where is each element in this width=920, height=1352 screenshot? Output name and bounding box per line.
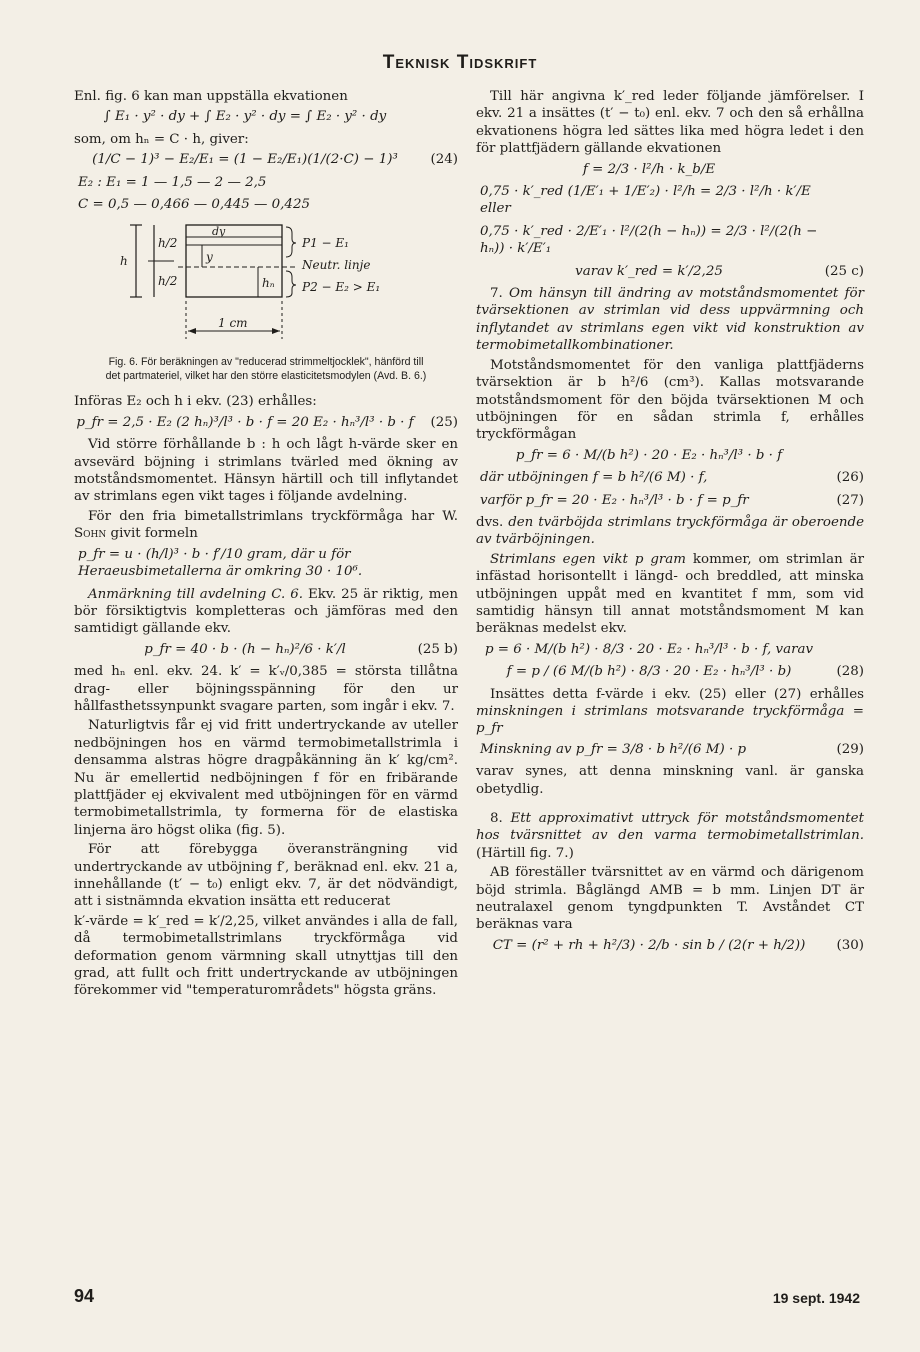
paragraph: med hₙ enl. ekv. 24. k′ = k′ᵥ/0,385 = största tillåtna drag- eller böjningsspänning för den ur hållfasthetssynpunkt svagare parten, som ingår i ekv. 7. xyxy=(74,664,458,714)
equation-b xyxy=(476,223,864,258)
equation-text: p = 6 · M/(b h²) · 8/3 · 20 · E₂ · hₙ³/l³ · b · f, varav xyxy=(484,641,814,657)
right-column xyxy=(476,88,864,959)
brace-p2 xyxy=(286,271,296,297)
brace-p1 xyxy=(286,227,296,257)
paragraph: Till här angivna k′_red leder följande jämförelser. I ekv. 21 a insättes (t′ − t₀) enl. ekv. 7 och den så erhållna ekvationens högra led sättes lika med högra ledet i den för plattfjädern gällande ekvationen xyxy=(476,89,864,157)
equation-28 xyxy=(476,663,864,680)
equation-text: CT = (r² + rh + h²/3) · 2/b · sin b / (2(r + h/2)) xyxy=(492,937,806,953)
paragraph: AB föreställer tvärsnittet av en värmd och därigenom böjd strimla. Båglängd AMB = b mm. Linjen DT är neutralaxel genom tyngdpunkten T. Avståndet CT beräknas vara xyxy=(476,865,864,933)
paragraph: Motståndsmomentet för den vanliga plattfjäderns tvärsektion är b h²/6 (cm³). Kallas motsvarande motståndsmoment för den böjda tvärsektionen M och utböjningen för en sådan strimla f, erhålles tryckförmågan xyxy=(476,357,864,443)
equation-text: ∫ E₁ · y² · dy + ∫ E₂ · y² · dy = ∫ E₂ · y² · dy xyxy=(103,109,387,125)
label-h-half-bottom: h/2 xyxy=(158,274,178,289)
equation-pfr xyxy=(476,447,864,464)
label-hn: hₙ xyxy=(262,276,275,291)
section-heading-8: 8. Ett approximativt uttryck för motståndsmomentet hos tvärsnittet av den varma termobimetallstrimlan. (Härtill fig. 7.) xyxy=(476,811,864,861)
equation-text: Minskning av p_fr = 3/8 · b h²/(6 M) · p xyxy=(480,741,747,757)
label-p2: P2 − E₂ > E₁ xyxy=(302,280,381,295)
strip-diagram xyxy=(118,221,418,351)
ratio-row xyxy=(74,174,458,191)
equation-25c xyxy=(476,263,864,280)
figure-6 xyxy=(74,221,458,383)
equation-text: E₂ : E₁ = 1 — 1,5 — 2 — 2,5 xyxy=(78,174,267,190)
label-h: h xyxy=(120,254,128,269)
label-h-half-top: h/2 xyxy=(158,236,178,251)
equation-text: p_fr = u · (h/l)³ · b · f′/10 gram, där u för Heraeusbimetallerna är omkring 30 · 10⁶. xyxy=(78,546,363,580)
equation-number: (25 c) xyxy=(824,263,864,279)
figure-caption: Fig. 6. För beräkningen av "reducerad strimmeltjocklek", hänförd till det partmateriel, vilket har den större elasticitetsmodylen (Avd. B. 6.) xyxy=(105,356,427,383)
paragraph: Strimlans egen vikt p gram kommer, om strimlan är infästad horisontellt i längd- och breddled, att minska utböjningen uppåt med en kvantitet f mm, som vid samtidig hänsyn till annat motståndsmoment M kan beräknas medelst ekv. xyxy=(476,551,864,637)
label-y: y xyxy=(206,250,213,265)
masthead-title: Teknisk Tidskrift xyxy=(382,52,538,73)
equation-text: p_fr = 2,5 · E₂ (2 hₙ)³/l³ · b · f = 20 E₂ · hₙ³/l³ · b · f xyxy=(76,414,414,430)
equation-number: (24) xyxy=(430,152,458,168)
equation-number: (27) xyxy=(836,492,864,508)
equation-text: p_fr = 6 · M/(b h²) · 20 · E₂ · hₙ³/l³ · b · f xyxy=(515,447,783,463)
equation-30 xyxy=(476,937,864,954)
equation-number: (28) xyxy=(836,664,864,680)
label-neutral-line: Neutr. linje xyxy=(302,258,371,273)
equation-text: 0,75 · k′_red (1/E′₁ + 1/E′₂) · l²/h = 2/3 · l²/h · k′/E eller xyxy=(480,184,811,217)
equation-24 xyxy=(74,151,458,168)
equation-text: f = p / (6 M/(b h²) · 8/3 · 20 · E₂ · hₙ³/l³ · b) xyxy=(506,664,792,680)
paragraph: Införas E₂ och h i ekv. (23) erhålles: xyxy=(74,394,317,410)
equation-number: (29) xyxy=(836,741,864,757)
author-name: Sohn xyxy=(74,526,107,542)
equation-26 xyxy=(476,469,864,486)
equation-text: 0,75 · k′_red · 2/E′₁ · l²/(2(h − hₙ)) = 2/3 · l²/(2(h − hₙ)) · k′/E′₁ xyxy=(480,223,818,257)
equation-text: där utböjningen f = b h²/(6 M) · f, xyxy=(480,470,708,486)
paragraph: För den fria bimetallstrimlans tryckförmåga har W. Sohn givit formeln xyxy=(74,508,458,542)
equation-number: (25) xyxy=(430,414,458,430)
equation-text: varav k′_red = k′/2,25 xyxy=(575,263,723,279)
label-width: 1 cm xyxy=(218,316,248,331)
equation-25 xyxy=(74,414,458,431)
paragraph: Anmärkning till avdelning C. 6. Ekv. 25 är riktig, men bör försiktigtvis kompletteras och jämföras med den samtidigt gällande ekv. xyxy=(74,586,458,637)
issue-date: 19 sept. 1942 xyxy=(772,1290,860,1306)
arrow-head-left xyxy=(188,328,196,334)
equation-text: varför p_fr = 20 · E₂ · hₙ³/l³ · b · f = p_fr xyxy=(480,492,749,508)
equation-27 xyxy=(476,492,864,509)
paragraph: Enl. fig. 6 kan man uppställa ekvationen xyxy=(74,89,348,104)
label-p1: P1 − E₁ xyxy=(302,236,349,251)
equation-text: p_fr = 40 · b · (h − hₙ)²/6 · k′/l xyxy=(144,641,346,657)
equation-25b xyxy=(74,641,458,658)
paragraph: Insättes detta f-värde i ekv. (25) eller (27) erhålles minskningen i strimlans motsvarande tryckförmåga = p_fr xyxy=(476,686,864,737)
paragraph: k′-värde = k′_red = k′/2,25, vilket användes i alla de fall, då termobimetallstrimlans tryckförmåga vid deformation genom värmning skall utnyttjas till den grad, att fullt och fritt undertryckande av utböjningen förekommer vid "temperaturområdets" högsta gräns. xyxy=(74,913,458,999)
equation-a xyxy=(476,183,864,218)
equation-integral xyxy=(74,108,458,125)
equation-number: (30) xyxy=(836,937,864,953)
equation-text: C = 0,5 — 0,466 — 0,445 — 0,425 xyxy=(78,197,310,213)
equation-text: (1/C − 1)³ − E₂/E₁ = (1 − E₂/E₁)(1/(2·C) − 1)³ xyxy=(92,152,398,168)
equation-number: (26) xyxy=(836,470,864,486)
equation-29 xyxy=(476,741,864,758)
equation-number: (25 b) xyxy=(417,641,458,657)
arrow-head-right xyxy=(272,328,280,334)
c-values-row xyxy=(74,196,458,213)
equation-f xyxy=(476,161,864,178)
paragraph: Naturligtvis får ej vid fritt undertryckande av uteller nedböjningen hos en värmd termobimetallstrimla i densamma alstras högre dragpåkänning än k′ kg/cm². Nu är emellertid nedböjningen f för en fribärande plattfjäder ej ekvivalent med utböjningen för en värmd termobimetallstrimla, ty formerna för de elastiska linjerna äro högst olika (fig. 5). xyxy=(74,718,458,838)
paragraph: varav synes, att denna minskning vanl. är ganska obetydlig. xyxy=(476,764,864,797)
section-heading-7: 7. Om hänsyn till ändring av motståndsmomentet för tvärsektionen av strimlan vid dess uppvärmning och inflytandet av strimlans egen vikt vid konstruktion av termobimetallkombinationer. xyxy=(476,286,864,354)
equation-p xyxy=(476,641,864,658)
label-dy: dy xyxy=(212,225,226,239)
page-number: 94 xyxy=(74,1286,95,1306)
paragraph: dvs. den tvärböjda strimlans tryckförmåga är oberoende av tvärböjningen. xyxy=(476,514,864,548)
left-column xyxy=(74,88,458,1002)
equation-text: f = 2/3 · l²/h · k_b/E xyxy=(582,161,716,177)
remark-heading: Anmärkning till avdelning C. 6. xyxy=(88,586,303,602)
paragraph: Vid större förhållande b : h och lågt h-värde sker en avsevärd böjning i strimlans tvärled med ökning av motståndsmomentet. Hänsyn härtill och till inflytandet av strimlans egen vikt tages i följande avdelning. xyxy=(74,437,458,505)
equation-sohn xyxy=(74,546,458,581)
paragraph: För att förebygga överansträngning vid undertryckande av utböjning f′, beräknad enl. ekv. 21 a, innehållande (t′ − t₀) enligt ekv. 7, är det nödvändigt, att i sistnämnda ekvation insätta ett reducerat xyxy=(74,842,458,910)
paragraph: som, om hₙ = C · h, giver: xyxy=(74,131,249,147)
